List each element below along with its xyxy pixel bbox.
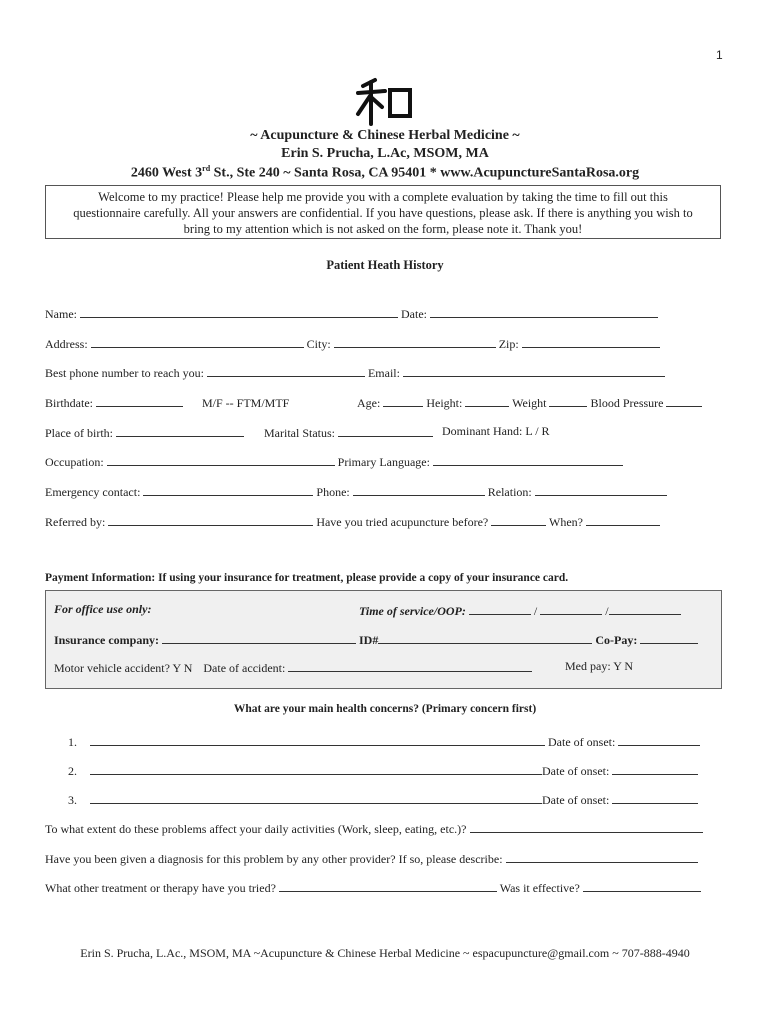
office-use-label: For office use only: bbox=[54, 602, 152, 616]
time-of-service-field-2[interactable] bbox=[540, 602, 602, 615]
emergency-phone-field[interactable] bbox=[353, 483, 485, 496]
kanji-he-icon bbox=[355, 76, 415, 126]
birthdate-field[interactable] bbox=[96, 394, 183, 407]
concern-item-1: 1. Date of onset: bbox=[68, 733, 700, 750]
concern-item-2: 2. Date of onset: bbox=[68, 762, 698, 779]
row-insurance: Insurance company: ID# Co-Pay: bbox=[54, 631, 698, 648]
weight-field[interactable] bbox=[549, 394, 587, 407]
header-practitioner: Erin S. Prucha, L.Ac, MSOM, MA bbox=[281, 146, 489, 161]
city-field[interactable] bbox=[334, 335, 496, 348]
blood-pressure-field[interactable] bbox=[666, 394, 702, 407]
medpay-options[interactable]: Med pay: Y N bbox=[565, 659, 634, 673]
row-treatment: What other treatment or therapy have you tried? Was it effective? bbox=[45, 879, 701, 896]
occupation-field[interactable] bbox=[107, 453, 335, 466]
onset-1-field[interactable] bbox=[618, 733, 700, 746]
gender-options[interactable]: M/F -- FTM/MTF bbox=[202, 396, 290, 410]
when-field[interactable] bbox=[586, 513, 660, 526]
office-use-box bbox=[45, 590, 722, 689]
row-phone-email: Best phone number to reach you: Email: bbox=[45, 364, 665, 381]
row-emergency: Emergency contact: Phone: Relation: bbox=[45, 483, 667, 500]
id-field[interactable] bbox=[378, 631, 592, 644]
date-field[interactable] bbox=[430, 305, 658, 318]
name-field[interactable] bbox=[80, 305, 398, 318]
effective-field[interactable] bbox=[583, 879, 701, 892]
motor-accident-options[interactable]: Motor vehicle accident? Y N bbox=[54, 661, 193, 675]
concern-item-3: 3. Date of onset: bbox=[68, 791, 698, 808]
row-vitals: Age: Height: Weight Blood Pressure bbox=[357, 394, 702, 411]
dominant-hand[interactable]: Dominant Hand: L / R bbox=[442, 424, 550, 438]
tried-acupuncture-field[interactable] bbox=[491, 513, 546, 526]
row-address: Address: City: Zip: bbox=[45, 335, 660, 352]
payment-title: Payment Information: If using your insurance for treatment, please provide a copy of your insurance card. bbox=[45, 572, 569, 584]
height-field[interactable] bbox=[465, 394, 509, 407]
age-field[interactable] bbox=[383, 394, 423, 407]
section-title: Patient Heath History bbox=[326, 258, 444, 272]
welcome-box: Welcome to my practice! Please help me provide you with a complete evaluation by taking the time to fill out this questionnaire carefully. All your answers are confidential. If you have questions, please ask. If there is anything you wish to bring to my attention which is not asked on the form, please note it. Thank you! bbox=[45, 185, 721, 239]
row-affect: To what extent do these problems affect your daily activities (Work, sleep, eating, etc.)? bbox=[45, 820, 703, 837]
emergency-contact-field[interactable] bbox=[143, 483, 313, 496]
footer: Erin S. Prucha, L.Ac., MSOM, MA ~Acupuncture & Chinese Herbal Medicine ~ espacupuncture@gmail.com ~ 707-888-4940 bbox=[80, 946, 690, 960]
diagnosis-field[interactable] bbox=[506, 850, 698, 863]
phone-field[interactable] bbox=[207, 364, 365, 377]
row-referred: Referred by: Have you tried acupuncture before? When? bbox=[45, 513, 660, 530]
treatment-field[interactable] bbox=[279, 879, 497, 892]
accident-date-field[interactable] bbox=[288, 659, 532, 672]
row-name-date: Name: Date: bbox=[45, 305, 658, 322]
concerns-title: What are your main health concerns? (Primary concern first) bbox=[233, 703, 537, 715]
insurance-field[interactable] bbox=[162, 631, 356, 644]
zip-field[interactable] bbox=[522, 335, 660, 348]
referred-field[interactable] bbox=[108, 513, 313, 526]
row-birthplace: Place of birth: bbox=[45, 424, 244, 441]
header-address: 2460 West 3rd St., Ste 240 ~ Santa Rosa, CA 95401 * www.AcupunctureSantaRosa.org bbox=[130, 164, 640, 181]
concern-3-field[interactable] bbox=[90, 791, 542, 804]
copay-field[interactable] bbox=[640, 631, 698, 644]
concern-2-field[interactable] bbox=[90, 762, 542, 775]
row-marital: Marital Status: bbox=[264, 424, 433, 441]
row-time-of-service: Time of service/OOP: / / bbox=[359, 602, 681, 619]
row-birthdate: Birthdate: M/F -- FTM/MTF bbox=[45, 396, 290, 410]
email-field[interactable] bbox=[403, 364, 665, 377]
relation-field[interactable] bbox=[535, 483, 667, 496]
affect-field[interactable] bbox=[470, 820, 703, 833]
birthplace-field[interactable] bbox=[116, 424, 244, 437]
onset-2-field[interactable] bbox=[612, 762, 698, 775]
row-occupation: Occupation: Primary Language: bbox=[45, 453, 623, 470]
onset-3-field[interactable] bbox=[612, 791, 698, 804]
time-of-service-field-1[interactable] bbox=[469, 602, 531, 615]
row-diagnosis: Have you been given a diagnosis for this problem by any other provider? If so, please describe: bbox=[45, 850, 698, 867]
language-field[interactable] bbox=[433, 453, 623, 466]
row-accident: Motor vehicle accident? Y N Date of accident: bbox=[54, 659, 532, 676]
time-of-service-field-3[interactable] bbox=[609, 602, 681, 615]
header-title: ~ Acupuncture & Chinese Herbal Medicine ~ bbox=[250, 128, 520, 143]
concern-1-field[interactable] bbox=[90, 733, 545, 746]
page-number: 1 bbox=[716, 48, 723, 62]
address-field[interactable] bbox=[91, 335, 304, 348]
marital-field[interactable] bbox=[338, 424, 433, 437]
